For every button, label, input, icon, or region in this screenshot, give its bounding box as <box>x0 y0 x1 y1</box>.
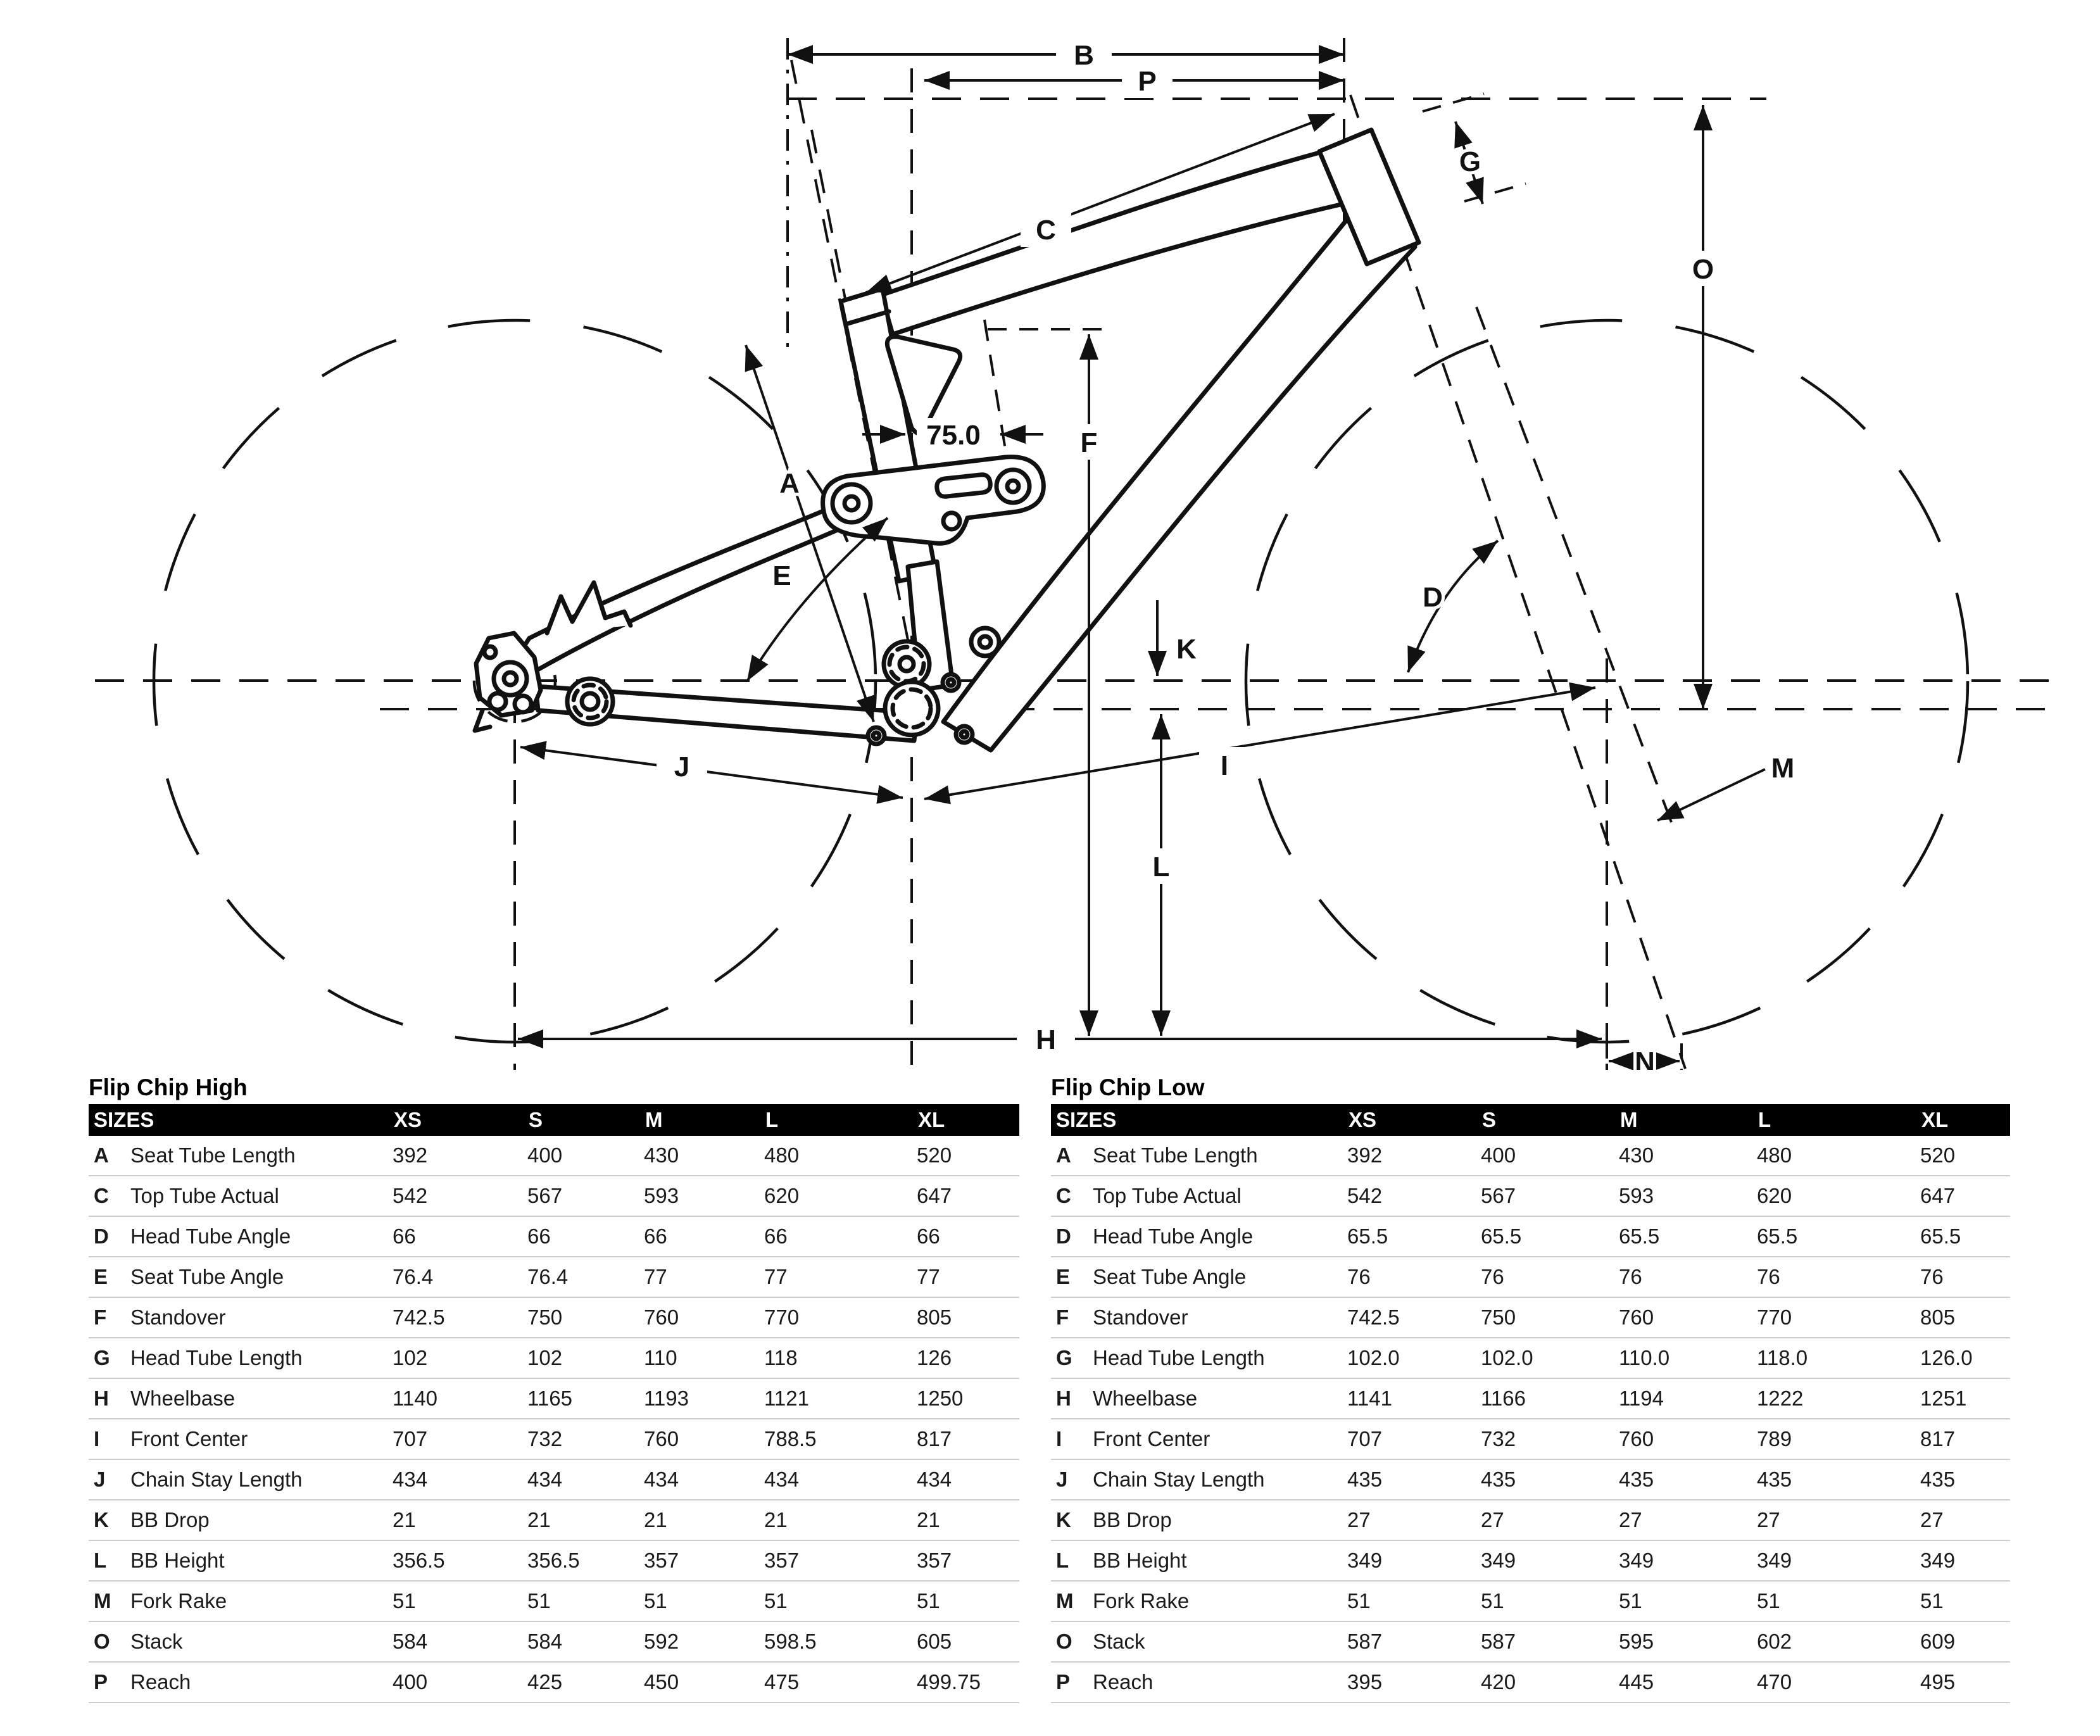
row-value: 51 <box>917 1589 940 1613</box>
row-value: 51 <box>527 1589 551 1613</box>
row-value: 587 <box>1481 1630 1516 1653</box>
row-value: 349 <box>1920 1549 1956 1572</box>
row-letter: L <box>1056 1549 1069 1572</box>
row-label <box>1051 1468 1347 1492</box>
row-value: 707 <box>393 1427 428 1450</box>
row-value: 27 <box>1757 1508 1780 1532</box>
row-value: 51 <box>1757 1589 1780 1613</box>
row-value: 400 <box>393 1670 428 1694</box>
row-label <box>1051 1265 1347 1289</box>
row-value: 1166 <box>1481 1387 1526 1410</box>
row-value: 77 <box>917 1265 940 1288</box>
row-label <box>89 1427 393 1451</box>
row-label <box>1051 1184 1347 1208</box>
table-row-i <box>1051 1419 2010 1460</box>
row-value: 118.0 <box>1757 1346 1808 1369</box>
row-value: 395 <box>1347 1670 1383 1694</box>
row-letter: P <box>1056 1670 1071 1694</box>
row-value: 126 <box>917 1346 952 1369</box>
row-label <box>1051 1427 1347 1451</box>
table-row-c <box>89 1176 1019 1217</box>
table-header-row <box>89 1104 1019 1136</box>
row-name: Wheelbase <box>130 1387 236 1410</box>
table-row-g <box>1051 1338 2010 1379</box>
dim-label-l: L <box>1152 852 1170 883</box>
table-row-i <box>89 1419 1019 1460</box>
row-value: 587 <box>1347 1630 1383 1653</box>
row-label <box>1051 1224 1347 1249</box>
table-row-k <box>89 1500 1019 1541</box>
row-value: 400 <box>527 1143 563 1167</box>
row-value: 567 <box>527 1184 563 1207</box>
row-value: 392 <box>393 1143 428 1167</box>
row-name: Reach <box>130 1670 191 1694</box>
row-value: 434 <box>917 1468 952 1491</box>
row-value: 51 <box>393 1589 416 1613</box>
table-row-g <box>89 1338 1019 1379</box>
row-name: Fork Rake <box>1093 1589 1190 1613</box>
row-value: 788.5 <box>764 1427 817 1450</box>
row-value: 425 <box>527 1670 563 1694</box>
row-letter: G <box>1056 1346 1072 1369</box>
column-header-l: L <box>1758 1108 1771 1131</box>
row-value: 434 <box>764 1468 800 1491</box>
dim-label-c: C <box>1036 215 1056 246</box>
row-name: Head Tube Angle <box>1093 1224 1254 1248</box>
row-value: 357 <box>644 1549 679 1572</box>
row-label <box>89 1549 393 1573</box>
dim-label-f: F <box>1080 427 1098 458</box>
row-label <box>1051 1346 1347 1370</box>
row-letter: H <box>1056 1387 1071 1410</box>
row-value: 66 <box>764 1224 788 1248</box>
row-name: BB Drop <box>1093 1508 1172 1532</box>
table-row-o <box>89 1622 1019 1663</box>
row-value: 102.0 <box>1481 1346 1533 1369</box>
row-value: 520 <box>917 1143 952 1167</box>
row-name: Chain Stay Length <box>130 1468 303 1491</box>
row-value: 542 <box>1347 1184 1383 1207</box>
column-header-xl: XL <box>1921 1108 1949 1131</box>
geometry-table-flip-chip-low <box>1051 1071 2010 1703</box>
row-value: 51 <box>1619 1589 1642 1613</box>
row-value: 609 <box>1920 1630 1956 1653</box>
row-value: 1140 <box>393 1387 437 1410</box>
row-value: 1165 <box>527 1387 572 1410</box>
table-row-f <box>89 1298 1019 1338</box>
row-letter: G <box>94 1346 110 1369</box>
row-value: 598.5 <box>764 1630 817 1653</box>
row-letter: F <box>94 1305 107 1329</box>
row-value: 647 <box>1920 1184 1956 1207</box>
row-value: 27 <box>1920 1508 1944 1532</box>
row-value: 595 <box>1619 1630 1654 1653</box>
row-name: Seat Tube Length <box>130 1143 296 1167</box>
table-row-d <box>89 1217 1019 1257</box>
row-label <box>89 1508 393 1532</box>
table-body <box>1051 1136 2010 1703</box>
row-value: 605 <box>917 1630 952 1653</box>
row-value: 435 <box>1347 1468 1383 1491</box>
row-name: Standover <box>130 1305 226 1329</box>
row-label <box>1051 1143 1347 1167</box>
row-name: Head Tube Angle <box>130 1224 291 1248</box>
row-value: 77 <box>644 1265 667 1288</box>
row-name: Seat Tube Angle <box>130 1265 284 1288</box>
row-label <box>89 1387 393 1411</box>
row-value: 66 <box>644 1224 667 1248</box>
row-value: 770 <box>1757 1305 1792 1329</box>
table-row-d <box>1051 1217 2010 1257</box>
row-letter: O <box>1056 1630 1072 1653</box>
row-label <box>89 1184 393 1208</box>
row-value: 750 <box>527 1305 563 1329</box>
row-value: 707 <box>1347 1427 1383 1450</box>
row-value: 520 <box>1920 1143 1956 1167</box>
row-label <box>1051 1589 1347 1613</box>
table-row-a <box>89 1136 1019 1176</box>
row-value: 349 <box>1347 1549 1383 1572</box>
row-letter: M <box>1056 1589 1074 1613</box>
dim-label-n: N <box>1635 1047 1655 1070</box>
row-value: 542 <box>393 1184 428 1207</box>
row-value: 110.0 <box>1619 1346 1670 1369</box>
row-name: Stack <box>130 1630 183 1653</box>
row-value: 593 <box>1619 1184 1654 1207</box>
row-value: 430 <box>644 1143 679 1167</box>
derailleur-hanger <box>475 710 490 731</box>
row-value: 76 <box>1757 1265 1780 1288</box>
row-value: 760 <box>1619 1305 1654 1329</box>
row-name: Seat Tube Length <box>1093 1143 1258 1167</box>
column-header-l: L <box>765 1108 779 1131</box>
column-header-xs: XS <box>394 1108 422 1131</box>
row-value: 76 <box>1619 1265 1642 1288</box>
row-value: 76 <box>1481 1265 1504 1288</box>
row-value: 21 <box>917 1508 940 1532</box>
row-value: 66 <box>527 1224 551 1248</box>
row-value: 76 <box>1920 1265 1944 1288</box>
row-value: 435 <box>1619 1468 1654 1491</box>
row-label <box>89 1143 393 1167</box>
row-value: 392 <box>1347 1143 1383 1167</box>
row-name: Stack <box>1093 1630 1145 1653</box>
row-value: 480 <box>1757 1143 1792 1167</box>
table-row-l <box>1051 1541 2010 1582</box>
row-value: 1222 <box>1757 1387 1804 1410</box>
dim-label-h: H <box>1036 1024 1056 1055</box>
row-letter: I <box>1056 1427 1062 1450</box>
row-label <box>1051 1508 1347 1532</box>
row-value: 430 <box>1619 1143 1654 1167</box>
row-label <box>1051 1549 1347 1573</box>
row-letter: C <box>1056 1184 1071 1207</box>
row-value: 65.5 <box>1920 1224 1961 1248</box>
column-header-xl: XL <box>918 1108 945 1131</box>
row-name: Wheelbase <box>1093 1387 1198 1410</box>
row-value: 102 <box>527 1346 563 1369</box>
row-value: 118 <box>764 1346 798 1369</box>
dim-M <box>1657 769 1765 821</box>
row-value: 27 <box>1619 1508 1642 1532</box>
geometry-table-flip-chip-high <box>89 1071 1019 1703</box>
dim-label-e: E <box>772 560 791 591</box>
row-value: 592 <box>644 1630 679 1653</box>
row-value: 1121 <box>764 1387 809 1410</box>
row-value: 434 <box>644 1468 679 1491</box>
row-value: 21 <box>764 1508 788 1532</box>
dim-D-arc <box>1408 541 1498 672</box>
row-letter: J <box>94 1468 106 1491</box>
row-name: BB Drop <box>130 1508 210 1532</box>
row-value: 65.5 <box>1347 1224 1388 1248</box>
row-value: 470 <box>1757 1670 1792 1694</box>
row-letter: O <box>94 1630 110 1653</box>
row-name: Reach <box>1093 1670 1154 1694</box>
row-letter: F <box>1056 1305 1069 1329</box>
table-row-p <box>1051 1663 2010 1703</box>
row-value: 445 <box>1619 1670 1654 1694</box>
row-value: 742.5 <box>1347 1305 1400 1329</box>
table-row-h <box>89 1379 1019 1419</box>
row-value: 435 <box>1920 1468 1956 1491</box>
row-value: 356.5 <box>393 1549 445 1572</box>
row-label <box>89 1265 393 1289</box>
table-title: Flip Chip Low <box>1051 1074 1205 1100</box>
table-header-row <box>1051 1104 2010 1136</box>
table-row-o <box>1051 1622 2010 1663</box>
dim-label-j: J <box>674 752 690 783</box>
row-value: 435 <box>1757 1468 1792 1491</box>
row-value: 77 <box>764 1265 788 1288</box>
row-letter: D <box>1056 1224 1071 1248</box>
row-name: Fork Rake <box>130 1589 227 1613</box>
row-value: 1194 <box>1619 1387 1664 1410</box>
column-header-sizes: SIZES <box>94 1108 154 1131</box>
row-value: 357 <box>764 1549 800 1572</box>
column-header-sizes: SIZES <box>1056 1108 1117 1131</box>
row-value: 584 <box>527 1630 563 1653</box>
row-letter: D <box>94 1224 109 1248</box>
column-header-m: M <box>1620 1108 1638 1131</box>
table-title: Flip Chip High <box>89 1074 248 1100</box>
row-name: Front Center <box>1093 1427 1210 1450</box>
row-letter: L <box>94 1549 107 1572</box>
row-letter: A <box>1056 1143 1071 1167</box>
row-value: 27 <box>1481 1508 1504 1532</box>
row-name: Standover <box>1093 1305 1188 1329</box>
row-letter: E <box>1056 1265 1071 1288</box>
row-name: BB Height <box>130 1549 225 1572</box>
row-value: 400 <box>1481 1143 1516 1167</box>
row-value: 420 <box>1481 1670 1516 1694</box>
row-value: 102.0 <box>1347 1346 1400 1369</box>
row-value: 1250 <box>917 1387 964 1410</box>
row-value: 21 <box>393 1508 416 1532</box>
row-value: 450 <box>644 1670 679 1694</box>
row-value: 76 <box>1347 1265 1371 1288</box>
row-value: 21 <box>527 1508 551 1532</box>
row-value: 65.5 <box>1619 1224 1660 1248</box>
row-value: 620 <box>1757 1184 1792 1207</box>
dim-label-i: I <box>1220 750 1229 781</box>
row-value: 1141 <box>1347 1387 1392 1410</box>
row-name: Head Tube Length <box>1093 1346 1265 1369</box>
row-letter: H <box>94 1387 109 1410</box>
column-header-s: S <box>1482 1108 1497 1131</box>
seat-tube-angle-value: 75.0 <box>926 420 981 451</box>
row-value: 584 <box>393 1630 428 1653</box>
row-value: 349 <box>1481 1549 1516 1572</box>
row-value: 760 <box>644 1427 679 1450</box>
row-value: 499.75 <box>917 1670 981 1694</box>
row-value: 434 <box>527 1468 563 1491</box>
row-value: 495 <box>1920 1670 1956 1694</box>
row-value: 475 <box>764 1670 800 1694</box>
row-value: 789 <box>1757 1427 1792 1450</box>
row-value: 620 <box>764 1184 800 1207</box>
row-value: 732 <box>1481 1427 1516 1450</box>
dim-label-k: K <box>1176 634 1197 665</box>
dim-label-a: A <box>779 468 800 499</box>
row-name: BB Height <box>1093 1549 1187 1572</box>
table-row-l <box>89 1541 1019 1582</box>
row-value: 356.5 <box>527 1549 580 1572</box>
row-value: 480 <box>764 1143 800 1167</box>
dim-label-m: M <box>1771 753 1795 784</box>
row-letter: A <box>94 1143 109 1167</box>
row-value: 805 <box>917 1305 952 1329</box>
column-header-s: S <box>529 1108 543 1131</box>
row-value: 602 <box>1757 1630 1792 1653</box>
table-row-h <box>1051 1379 2010 1419</box>
table-row-c <box>1051 1176 2010 1217</box>
column-header-m: M <box>645 1108 663 1131</box>
row-value: 647 <box>917 1184 952 1207</box>
row-label <box>1051 1630 1347 1654</box>
row-value: 770 <box>764 1305 800 1329</box>
row-value: 51 <box>1481 1589 1504 1613</box>
row-value: 434 <box>393 1468 428 1491</box>
table-row-f <box>1051 1298 2010 1338</box>
row-value: 732 <box>527 1427 563 1450</box>
row-value: 567 <box>1481 1184 1516 1207</box>
row-label <box>89 1468 393 1492</box>
dim-label-g: G <box>1459 146 1481 177</box>
table-row-a <box>1051 1136 2010 1176</box>
row-name: Seat Tube Angle <box>1093 1265 1247 1288</box>
table-row-j <box>1051 1460 2010 1500</box>
row-name: Chain Stay Length <box>1093 1468 1265 1491</box>
table-row-k <box>1051 1500 2010 1541</box>
row-value: 817 <box>917 1427 952 1450</box>
row-value: 51 <box>1347 1589 1371 1613</box>
row-letter: J <box>1056 1468 1068 1491</box>
row-value: 760 <box>1619 1427 1654 1450</box>
row-label <box>89 1305 393 1330</box>
row-label <box>89 1589 393 1613</box>
row-letter: K <box>1056 1508 1071 1532</box>
row-value: 65.5 <box>1757 1224 1798 1248</box>
row-value: 1251 <box>1920 1387 1967 1410</box>
row-name: Front Center <box>130 1427 248 1450</box>
dim-label-p: P <box>1138 66 1157 97</box>
table-row-m <box>89 1582 1019 1622</box>
row-value: 805 <box>1920 1305 1956 1329</box>
row-value: 593 <box>644 1184 679 1207</box>
table-row-e <box>1051 1257 2010 1298</box>
row-value: 110 <box>644 1346 677 1369</box>
row-value: 21 <box>644 1508 667 1532</box>
row-value: 66 <box>917 1224 940 1248</box>
row-value: 357 <box>917 1549 952 1572</box>
row-name: Top Tube Actual <box>1093 1184 1242 1207</box>
rocker-slot <box>937 475 991 497</box>
table-row-j <box>89 1460 1019 1500</box>
row-value: 750 <box>1481 1305 1516 1329</box>
row-value: 817 <box>1920 1427 1956 1450</box>
row-letter: M <box>94 1589 111 1613</box>
column-header-xs: XS <box>1349 1108 1377 1131</box>
row-letter: E <box>94 1265 108 1288</box>
table-row-e <box>89 1257 1019 1298</box>
row-value: 435 <box>1481 1468 1516 1491</box>
row-value: 66 <box>393 1224 416 1248</box>
row-value: 51 <box>1920 1589 1944 1613</box>
row-label <box>89 1224 393 1249</box>
row-value: 51 <box>764 1589 788 1613</box>
row-value: 102 <box>393 1346 428 1369</box>
row-name: Head Tube Length <box>130 1346 303 1369</box>
row-letter: I <box>94 1427 100 1450</box>
row-value: 76.4 <box>393 1265 434 1288</box>
dim-label-b: B <box>1074 40 1094 71</box>
row-label <box>1051 1387 1347 1411</box>
dim-J <box>520 747 903 798</box>
row-value: 742.5 <box>393 1305 445 1329</box>
row-value: 349 <box>1757 1549 1792 1572</box>
table-row-m <box>1051 1582 2010 1622</box>
row-letter: K <box>94 1508 109 1532</box>
dim-label-d: D <box>1423 582 1443 613</box>
row-value: 51 <box>644 1589 667 1613</box>
row-value: 65.5 <box>1481 1224 1522 1248</box>
row-value: 1193 <box>644 1387 689 1410</box>
dim-label-o: O <box>1692 254 1714 285</box>
row-label <box>89 1630 393 1654</box>
row-value: 27 <box>1347 1508 1371 1532</box>
row-value: 760 <box>644 1305 679 1329</box>
rocker-hole <box>943 513 960 529</box>
row-letter: P <box>94 1670 108 1694</box>
row-label <box>1051 1670 1347 1694</box>
row-value: 76.4 <box>527 1265 569 1288</box>
row-label <box>1051 1305 1347 1330</box>
row-label <box>89 1670 393 1694</box>
row-label <box>89 1346 393 1370</box>
table-row-p <box>89 1663 1019 1703</box>
row-name: Top Tube Actual <box>130 1184 279 1207</box>
table-body <box>89 1136 1019 1703</box>
row-letter: C <box>94 1184 109 1207</box>
row-value: 349 <box>1619 1549 1654 1572</box>
row-value: 126.0 <box>1920 1346 1973 1369</box>
